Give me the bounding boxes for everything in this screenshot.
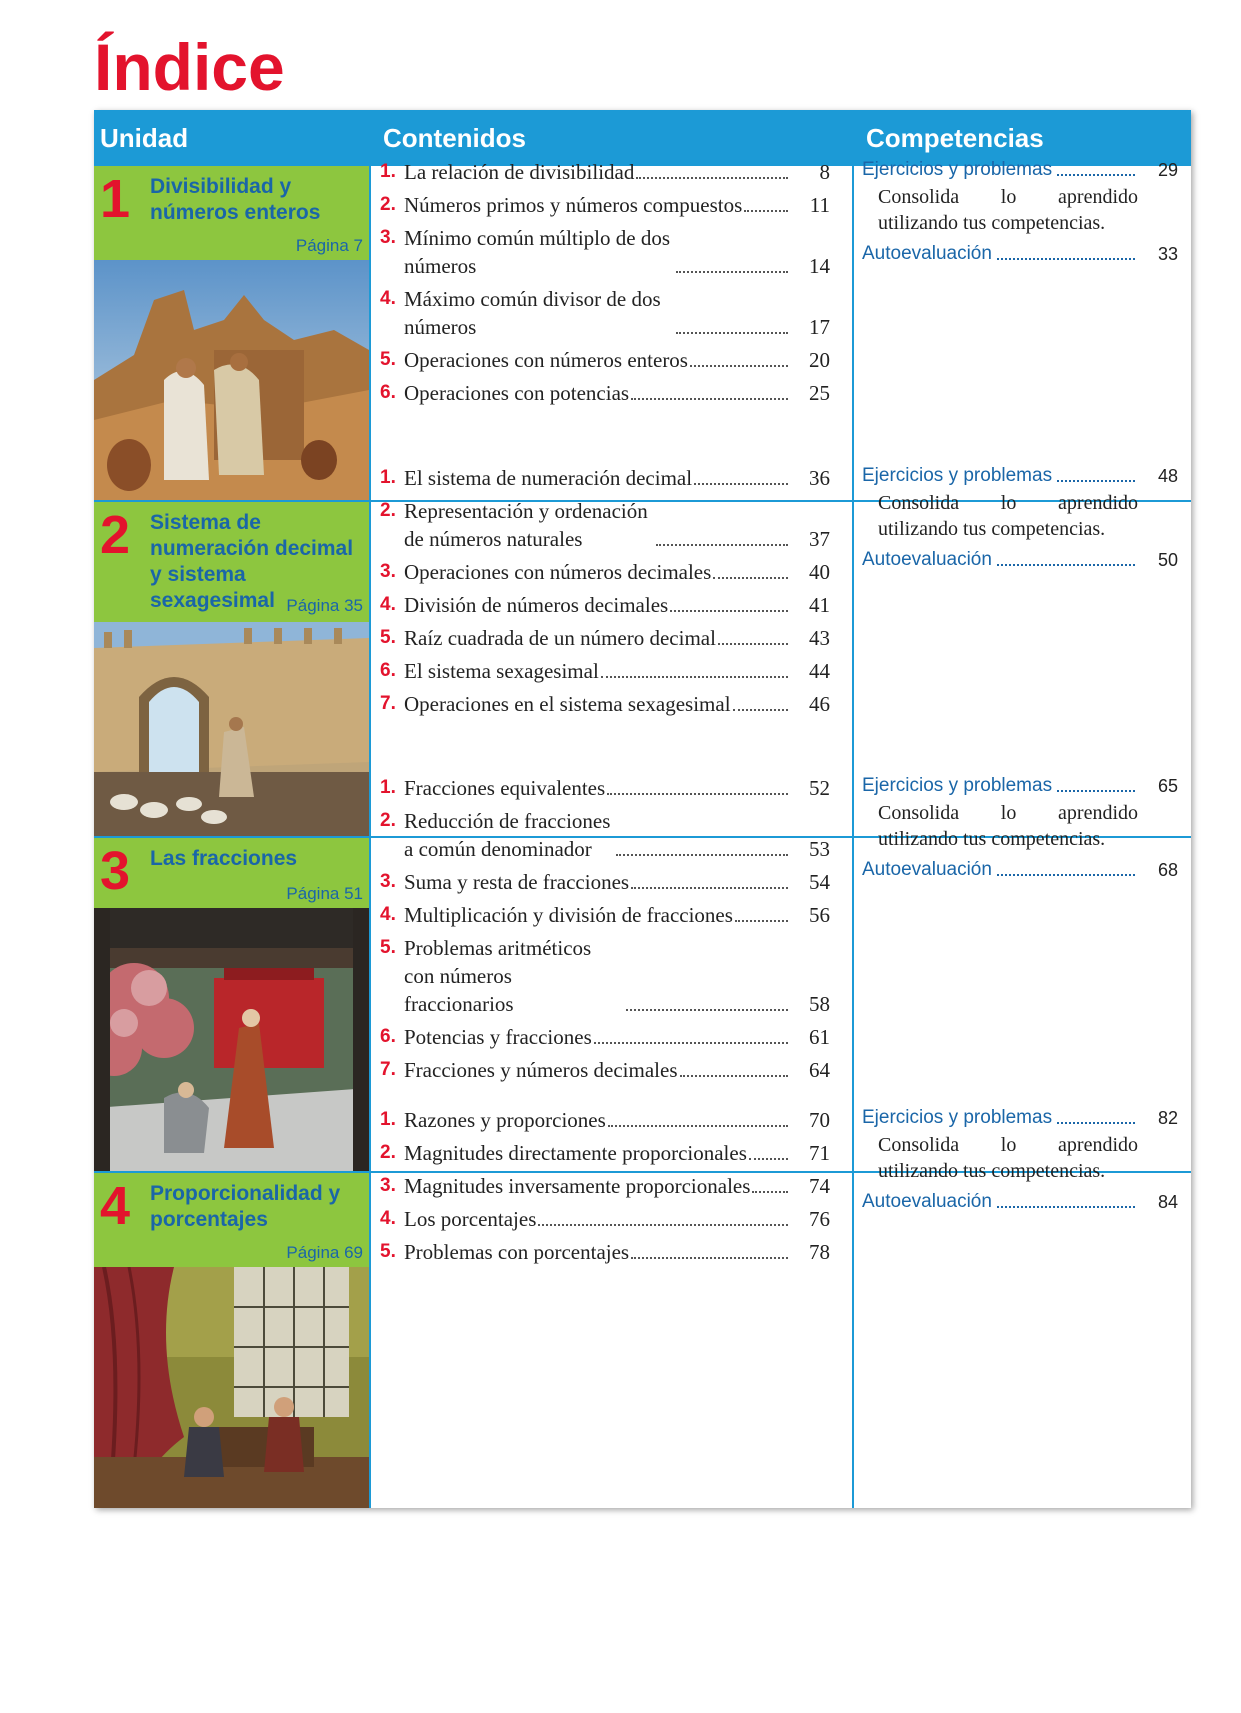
- unit-illustration: [94, 908, 369, 1171]
- content-item[interactable]: 3. Mínimo común múltiplo de dos números 14: [380, 226, 830, 278]
- header-contenidos: Contenidos: [371, 110, 852, 166]
- ejercicios-link[interactable]: Ejercicios y problemas 29: [862, 159, 1178, 180]
- ejercicios-link[interactable]: Ejercicios y problemas 65: [862, 775, 1178, 796]
- content-item[interactable]: 2. Magnitudes directamente proporcionales 71: [380, 1141, 830, 1165]
- unit-title: Proporcionalidad y porcentajes: [150, 1182, 341, 1231]
- unit-number: 3: [100, 841, 131, 901]
- content-item[interactable]: 1. La relación de divisibilidad 8: [380, 160, 830, 184]
- content-item[interactable]: 6. Potencias y fracciones 61: [380, 1025, 830, 1049]
- autoevaluacion-link[interactable]: Autoevaluación 84: [862, 1191, 1178, 1212]
- unit-title: Divisibilidad y números enteros: [150, 175, 321, 224]
- content-item[interactable]: 3. Magnitudes inversamente proporcionales 74: [380, 1174, 830, 1198]
- header-unidad: Unidad: [94, 110, 369, 166]
- unit-illustration: [94, 260, 369, 500]
- content-item[interactable]: 4. División de números decimales 41: [380, 593, 830, 617]
- content-item[interactable]: 6. El sistema sexagesimal 44: [380, 659, 830, 683]
- content-item[interactable]: 4. Los porcentajes 76: [380, 1207, 830, 1231]
- competencias-description: Consolida lo aprendido utilizando tus competencias.: [878, 492, 1138, 540]
- unit-number: 2: [100, 505, 131, 565]
- content-item[interactable]: 6. Operaciones con potencias 25: [380, 381, 830, 405]
- column-divider: [369, 110, 371, 1508]
- content-item[interactable]: 5. Operaciones con números enteros 20: [380, 348, 830, 372]
- autoevaluacion-link[interactable]: Autoevaluación 68: [862, 859, 1178, 880]
- unit-contents: [380, 774, 830, 1089]
- unit-header: [94, 1173, 369, 1267]
- unit-header: [94, 838, 369, 908]
- content-item[interactable]: 4. Máximo común divisor de dos números 17: [380, 287, 830, 339]
- autoevaluacion-link[interactable]: Autoevaluación 33: [862, 243, 1178, 264]
- unit-illustration: [94, 1267, 369, 1508]
- index-table: [94, 110, 1191, 1508]
- unit-title: Sistema de numeración decimal y sistema sexagesimal: [150, 511, 354, 612]
- competencias-description: Consolida lo aprendido utilizando tus competencias.: [878, 802, 1138, 850]
- unit-competencias: [862, 1106, 1178, 1214]
- content-item[interactable]: 5. Raíz cuadrada de un número decimal 43: [380, 626, 830, 650]
- content-item[interactable]: 1. Razones y proporciones 70: [380, 1108, 830, 1132]
- content-item[interactable]: 5. Problemas aritméticos con números fraccionarios 58: [380, 936, 830, 1016]
- content-item[interactable]: 7. Fracciones y números decimales 64: [380, 1058, 830, 1082]
- unit-competencias: [862, 464, 1178, 572]
- unit-competencias: [862, 774, 1178, 882]
- unit-contents: [380, 158, 830, 412]
- unit-illustration: [94, 622, 369, 836]
- content-item[interactable]: 2. Reducción de fracciones a común denominador 53: [380, 809, 830, 861]
- page-title: Índice: [94, 30, 285, 104]
- unit-number: 4: [100, 1176, 131, 1236]
- content-item[interactable]: 7. Operaciones en el sistema sexagesimal 46: [380, 692, 830, 716]
- unit-page-link[interactable]: Página 35: [286, 596, 363, 615]
- content-item[interactable]: 5. Problemas con porcentajes 78: [380, 1240, 830, 1264]
- content-item[interactable]: 2. Representación y ordenación de números naturales 37: [380, 499, 830, 551]
- ejercicios-link[interactable]: Ejercicios y problemas 48: [862, 465, 1178, 486]
- autoevaluacion-link[interactable]: Autoevaluación 50: [862, 549, 1178, 570]
- unit-page-link[interactable]: Página 69: [286, 1243, 363, 1262]
- unit-header: [94, 502, 369, 622]
- header-competencias: Competencias: [854, 110, 1191, 166]
- content-item[interactable]: 2. Números primos y números compuestos 11: [380, 193, 830, 217]
- unit-page-link[interactable]: Página 51: [286, 884, 363, 903]
- content-item[interactable]: 3. Suma y resta de fracciones 54: [380, 870, 830, 894]
- content-item[interactable]: 3. Operaciones con números decimales 40: [380, 560, 830, 584]
- content-item[interactable]: 1. El sistema de numeración decimal 36: [380, 466, 830, 490]
- unit-header: [94, 166, 369, 260]
- content-item[interactable]: 1. Fracciones equivalentes 52: [380, 776, 830, 800]
- unit-contents: [380, 1106, 830, 1271]
- ejercicios-link[interactable]: Ejercicios y problemas 82: [862, 1107, 1178, 1128]
- competencias-description: Consolida lo aprendido utilizando tus competencias.: [878, 186, 1138, 234]
- competencias-description: Consolida lo aprendido utilizando tus competencias.: [878, 1134, 1138, 1182]
- unit-competencias: [862, 158, 1178, 266]
- unit-number: 1: [100, 169, 131, 229]
- unit-page-link[interactable]: Página 7: [295, 236, 363, 255]
- content-item[interactable]: 4. Multiplicación y división de fracciones 56: [380, 903, 830, 927]
- unit-contents: [380, 464, 830, 723]
- column-divider: [852, 110, 854, 1508]
- unit-title: Las fracciones: [150, 847, 298, 870]
